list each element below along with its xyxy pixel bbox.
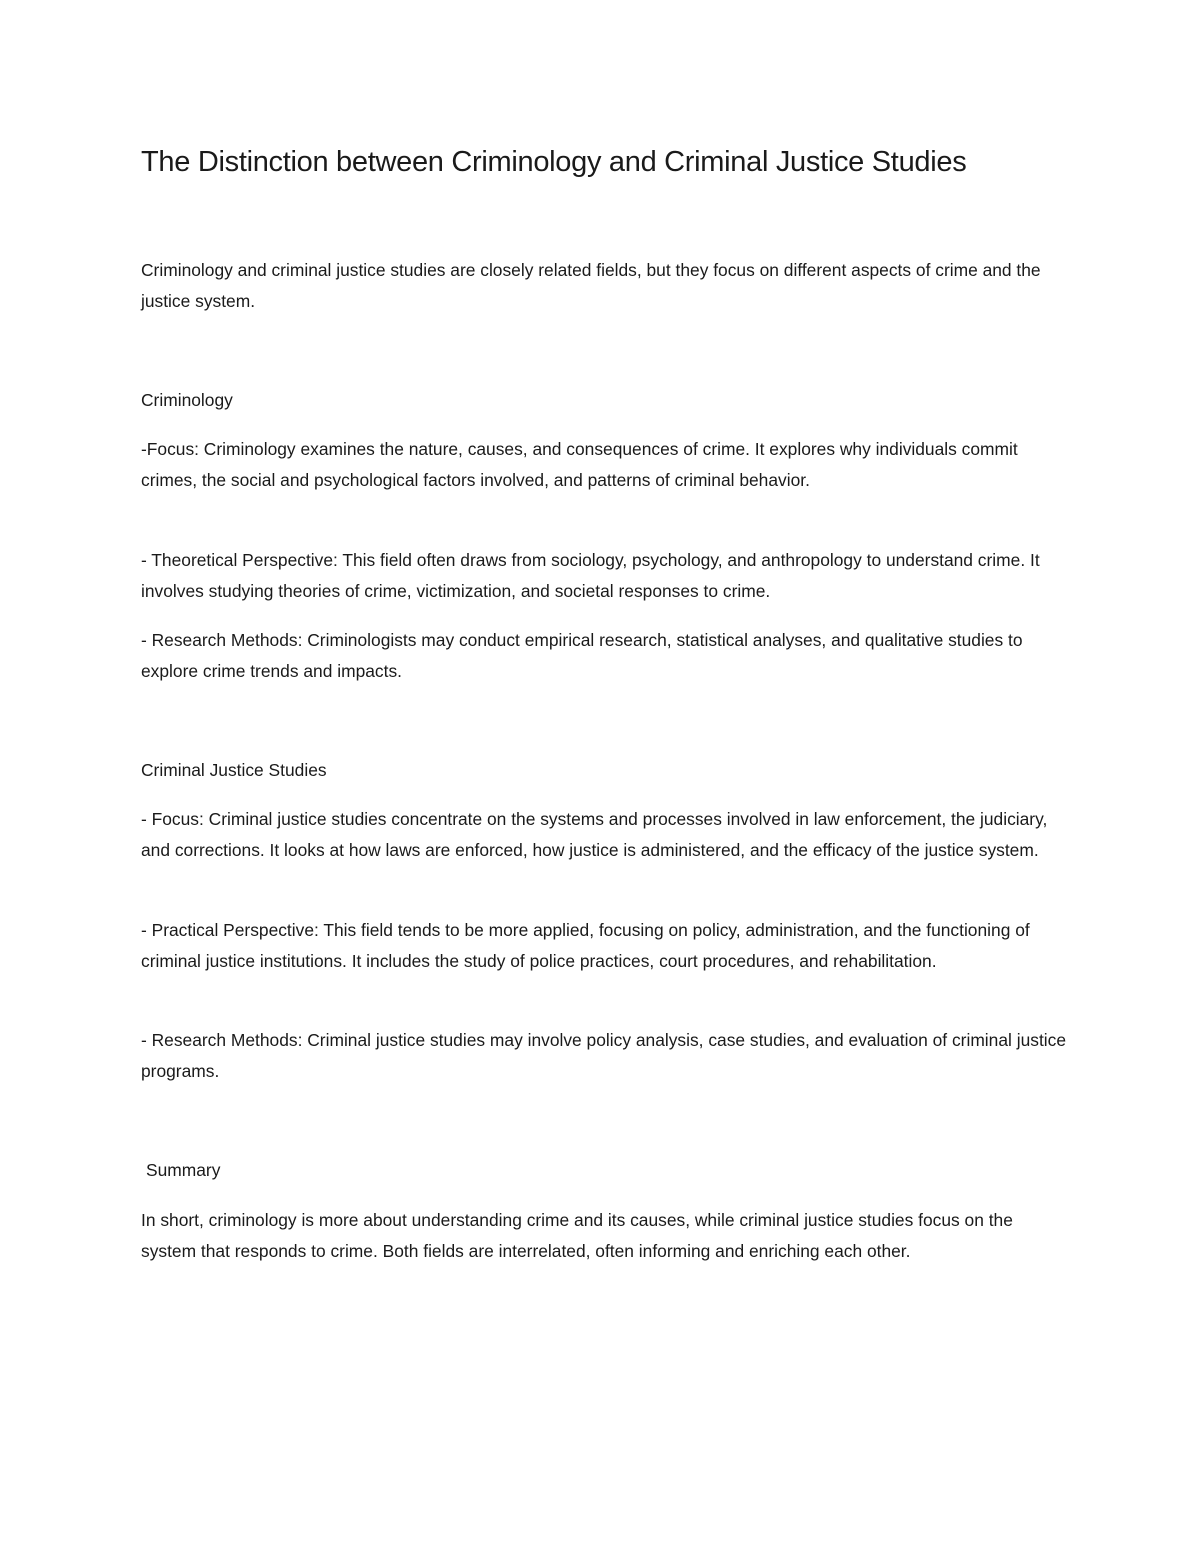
criminal-justice-practical-paragraph: - Practical Perspective: This field tends to be more applied, focusing on policy, administration, and the functioning of criminal justice institutions. It includes the study of police practices, court procedures, and rehabilitation. [141,920,1030,971]
section-heading-summary: Summary [146,1160,221,1180]
criminology-theory-paragraph: - Theoretical Perspective: This field often draws from sociology, psychology, and anthropology to understand crime. It involves studying theories of crime, victimization, and societal responses to crime. [141,550,1040,601]
criminal-justice-focus-paragraph: - Focus: Criminal justice studies concentrate on the systems and processes involved in law enforcement, the judiciary, and corrections. It looks at how laws are enforced, how justice is administered, and the efficacy of the justice system. [141,809,1048,860]
summary-paragraph: In short, criminology is more about understanding crime and its causes, while criminal justice studies focus on the system that responds to crime. Both fields are interrelated, often informing and enriching each other. [141,1210,1013,1261]
section-heading-criminology: Criminology [141,390,233,410]
intro-paragraph: Criminology and criminal justice studies are closely related fields, but they focus on different aspects of crime and the justice system. [141,260,1041,311]
criminology-methods-paragraph: - Research Methods: Criminologists may conduct empirical research, statistical analyses, and qualitative studies to explore crime trends and impacts. [141,630,1023,681]
criminology-focus-paragraph: -Focus: Criminology examines the nature, causes, and consequences of crime. It explores why individuals commit crimes, the social and psychological factors involved, and patterns of criminal behavior. [141,439,1018,490]
document-title: The Distinction between Criminology and Criminal Justice Studies [141,146,967,178]
criminal-justice-methods-paragraph: - Research Methods: Criminal justice studies may involve policy analysis, case studies, and evaluation of criminal justice programs. [141,1030,1067,1081]
section-heading-criminal-justice: Criminal Justice Studies [141,760,327,780]
